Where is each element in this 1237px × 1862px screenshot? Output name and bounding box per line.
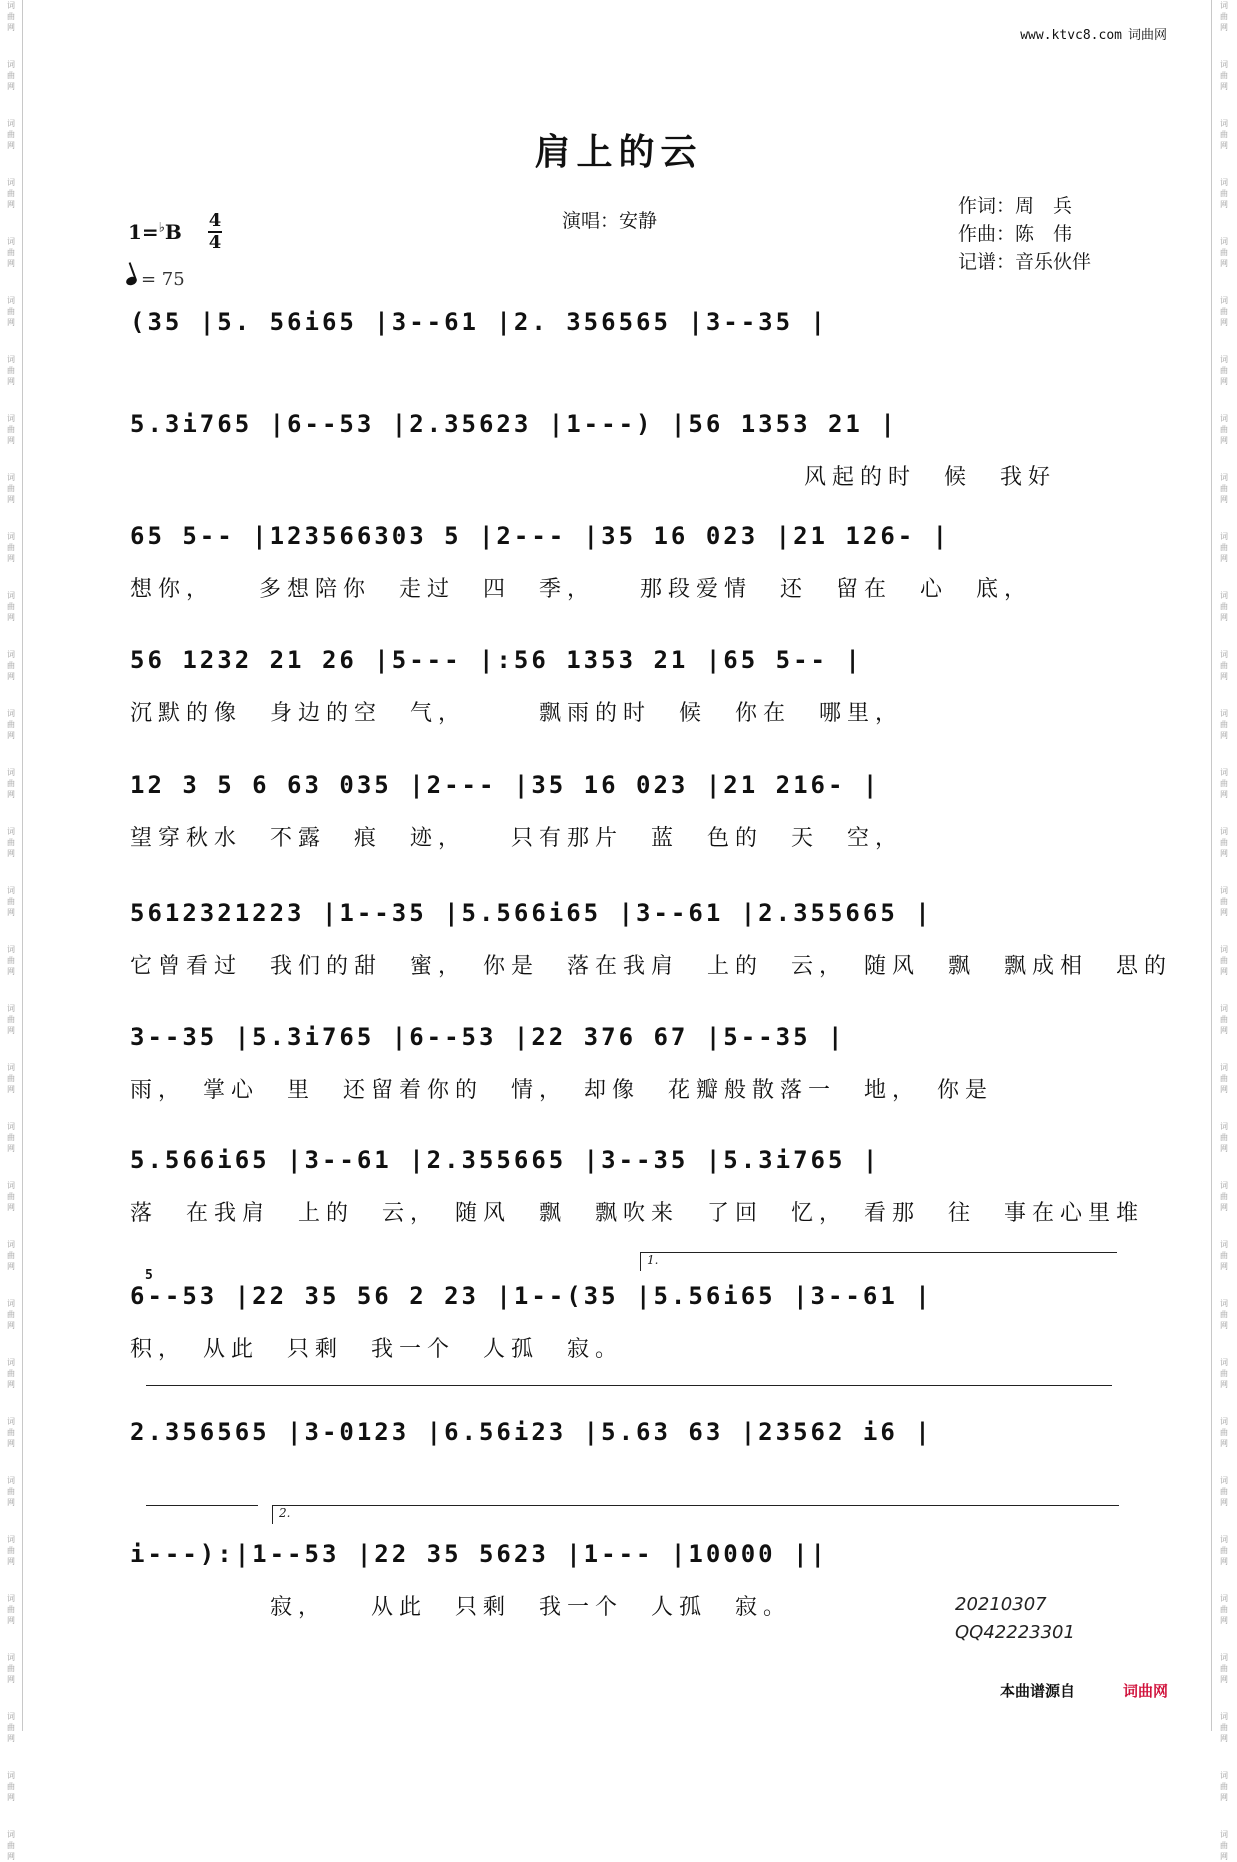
watermark-text: 词 曲 网: [1220, 237, 1228, 268]
time-sig-top: 4: [208, 210, 222, 231]
watermark-text: 词 曲 网: [7, 768, 15, 799]
watermark-text: 词 曲 网: [7, 886, 15, 917]
time-sig-bottom: 4: [208, 232, 222, 253]
row-notes: 6--53 |22 35 56 2 23 |1--(35 |5.56i65 |3--61 |: [130, 1282, 933, 1310]
watermark-text: 词 曲 网: [7, 1771, 15, 1802]
credits-block: [958, 192, 1091, 276]
row-notes: 5.566i65 |3--61 |2.355665 |3--35 |5.3i765 |: [130, 1146, 881, 1174]
left-margin-line: [22, 0, 23, 1731]
grace-note: 5: [145, 1268, 153, 1283]
watermark-text: 词 曲 网: [7, 1712, 15, 1743]
row-notes: i---):|1--53 |22 35 5623 |1--- |10000 ||: [130, 1540, 828, 1568]
composer-credit: 作曲：陈 伟: [958, 223, 1073, 245]
watermark-text: 词 曲 网: [1220, 827, 1228, 858]
watermark-text: 词 曲 网: [1220, 1535, 1228, 1566]
row-lyrics: [130, 358, 1122, 388]
watermark-text: 词 曲 网: [1220, 768, 1228, 799]
right-watermark-column: [1215, 0, 1233, 1861]
date-stamp: 20210307: [955, 1594, 1047, 1615]
key-letter: B: [164, 220, 182, 244]
watermark-text: 词 曲 网: [7, 1, 15, 32]
row-notes: (35 |5. 56i65 |3--61 |2. 356565 |3--35 |: [130, 308, 828, 336]
tempo-marking: [126, 269, 185, 290]
watermark-text: 词 曲 网: [1220, 1004, 1228, 1035]
row-lyrics: 它曾看过 我们的甜 蜜， 你是 落在我肩 上的 云， 随风 飘 飘成相 思的: [130, 954, 1173, 979]
watermark-text: 词 曲 网: [7, 60, 15, 91]
singer-credit: 演唱：安静: [562, 210, 658, 232]
first-ending-bracket: 1.: [640, 1252, 1117, 1271]
watermark-text: 词 曲 网: [7, 1004, 15, 1035]
watermark-text: 词 曲 网: [1220, 1181, 1228, 1212]
row-lyrics: 雨， 掌心 里 还留着你的 情， 却像 花瓣般散落一 地， 你是: [130, 1078, 994, 1103]
watermark-text: 词 曲 网: [7, 237, 15, 268]
watermark-text: 词 曲 网: [7, 709, 15, 740]
second-ending-bracket: 2.: [272, 1505, 1119, 1524]
row-lyrics: 风起的时 候 我好: [804, 465, 1057, 490]
right-margin-line: [1211, 0, 1212, 1731]
left-watermark-column: [2, 0, 20, 1861]
watermark-text: 词 曲 网: [1220, 296, 1228, 327]
watermark-text: 词 曲 网: [7, 1830, 15, 1861]
row-notes: 5612321223 |1--35 |5.566i65 |3--61 |2.355665 |: [130, 899, 933, 927]
watermark-text: 词 曲 网: [1220, 945, 1228, 976]
row-notes: 56 1232 21 26 |5--- |:56 1353 21 |65 5-- |: [130, 646, 863, 674]
source-label: 本曲谱源自: [1000, 1682, 1076, 1700]
footer: [1000, 1680, 1168, 1701]
site-name: 词曲网: [1127, 28, 1167, 43]
watermark-text: 词 曲 网: [7, 1653, 15, 1684]
watermark-text: 词 曲 网: [7, 650, 15, 681]
watermark-text: 词 曲 网: [1220, 709, 1228, 740]
watermark-text: 词 曲 网: [1220, 1653, 1228, 1684]
row-notes: 12 3 5 6 63 035 |2--- |35 16 023 |21 216- |: [130, 771, 881, 799]
watermark-text: 词 曲 网: [1220, 532, 1228, 563]
row-lyrics: 沉默的像 身边的空 气， 飘雨的时 候 你在 哪里，: [130, 701, 904, 726]
watermark-text: 词 曲 网: [1220, 178, 1228, 209]
row-lyrics: 积， 从此 只剩 我一个 人孤 寂。: [130, 1337, 624, 1362]
repeat-bracket-line: [146, 1505, 258, 1506]
qq-stamp: QQ42223301: [955, 1622, 1075, 1643]
watermark-text: 词 曲 网: [1220, 886, 1228, 917]
watermark-text: 词 曲 网: [1220, 1122, 1228, 1153]
row-lyrics: 落 在我肩 上的 云， 随风 飘 飘吹来 了回 忆， 看那 往 事在心里堆: [130, 1201, 1145, 1226]
time-signature: [208, 212, 222, 252]
watermark-text: 词 曲 网: [7, 1535, 15, 1566]
row-notes: 65 5-- |123566303 5 |2--- |35 16 023 |21 126- |: [130, 522, 951, 550]
watermark-text: 词 曲 网: [1220, 1358, 1228, 1389]
watermark-text: 词 曲 网: [1220, 414, 1228, 445]
watermark-text: 词 曲 网: [7, 591, 15, 622]
row-lyrics: 望穿秋水 不露 痕 迹， 只有那片 蓝 色的 天 空，: [130, 826, 904, 851]
watermark-text: 词 曲 网: [1220, 119, 1228, 150]
watermark-text: 词 曲 网: [7, 1594, 15, 1625]
watermark-text: 词 曲 网: [1220, 650, 1228, 681]
watermark-text: 词 曲 网: [1220, 1, 1228, 32]
row-notes: 2.356565 |3-0123 |6.56i23 |5.63 63 |23562 i6 |: [130, 1418, 933, 1446]
watermark-text: 词 曲 网: [1220, 473, 1228, 504]
watermark-text: 词 曲 网: [1220, 355, 1228, 386]
watermark-text: 词 曲 网: [1220, 1417, 1228, 1448]
site-url[interactable]: www.ktvc8.com: [1020, 28, 1122, 43]
watermark-text: 词 曲 网: [7, 1063, 15, 1094]
quarter-note-icon: [125, 275, 138, 286]
watermark-text: 词 曲 网: [7, 178, 15, 209]
watermark-text: 词 曲 网: [7, 355, 15, 386]
watermark-text: 词 曲 网: [7, 1417, 15, 1448]
watermark-text: 词 曲 网: [1220, 1594, 1228, 1625]
row-notes: 3--35 |5.3i765 |6--53 |22 376 67 |5--35 |: [130, 1023, 846, 1051]
watermark-text: 词 曲 网: [7, 945, 15, 976]
watermark-text: 词 曲 网: [7, 473, 15, 504]
key-signature: [128, 220, 182, 244]
watermark-text: 词 曲 网: [1220, 60, 1228, 91]
key-prefix: 1=: [128, 220, 159, 244]
row-notes: 5.3i765 |6--53 |2.35623 |1---) |56 1353 21 |: [130, 410, 898, 438]
section-divider: [146, 1385, 1112, 1386]
watermark-text: 词 曲 网: [1220, 591, 1228, 622]
song-title: 肩上的云: [534, 131, 703, 173]
watermark-text: 词 曲 网: [7, 1358, 15, 1389]
lyricist-credit: 作词：周 兵: [958, 195, 1073, 217]
watermark-text: 词 曲 网: [7, 1122, 15, 1153]
row-lyrics: 寂， 从此 只剩 我一个 人孤 寂。: [270, 1595, 792, 1620]
watermark-text: 词 曲 网: [7, 1181, 15, 1212]
watermark-text: 词 曲 网: [7, 414, 15, 445]
watermark-text: 词 曲 网: [1220, 1476, 1228, 1507]
watermark-text: 词 曲 网: [7, 532, 15, 563]
watermark-text: 词 曲 网: [1220, 1299, 1228, 1330]
watermark-text: 词 曲 网: [7, 827, 15, 858]
watermark-text: 词 曲 网: [1220, 1771, 1228, 1802]
watermark-text: 词 曲 网: [7, 1299, 15, 1330]
watermark-text: 词 曲 网: [1220, 1240, 1228, 1271]
watermark-text: 词 曲 网: [7, 296, 15, 327]
watermark-text: 词 曲 网: [1220, 1063, 1228, 1094]
tempo-value: = 75: [141, 269, 185, 290]
flat-sign: ♭: [158, 220, 165, 236]
watermark-text: 词 曲 网: [1220, 1830, 1228, 1861]
watermark-text: 词 曲 网: [1220, 1712, 1228, 1743]
watermark-text: 词 曲 网: [7, 119, 15, 150]
site-header: [1020, 24, 1167, 43]
watermark-text: 词 曲 网: [7, 1240, 15, 1271]
row-lyrics: 想你， 多想陪你 走过 四 季， 那段爱情 还 留在 心 底，: [130, 577, 1033, 602]
watermark-text: 词 曲 网: [7, 1476, 15, 1507]
transcriber-credit: 记谱：音乐伙伴: [958, 251, 1092, 273]
footer-brand-link[interactable]: 词曲网: [1123, 1682, 1169, 1700]
